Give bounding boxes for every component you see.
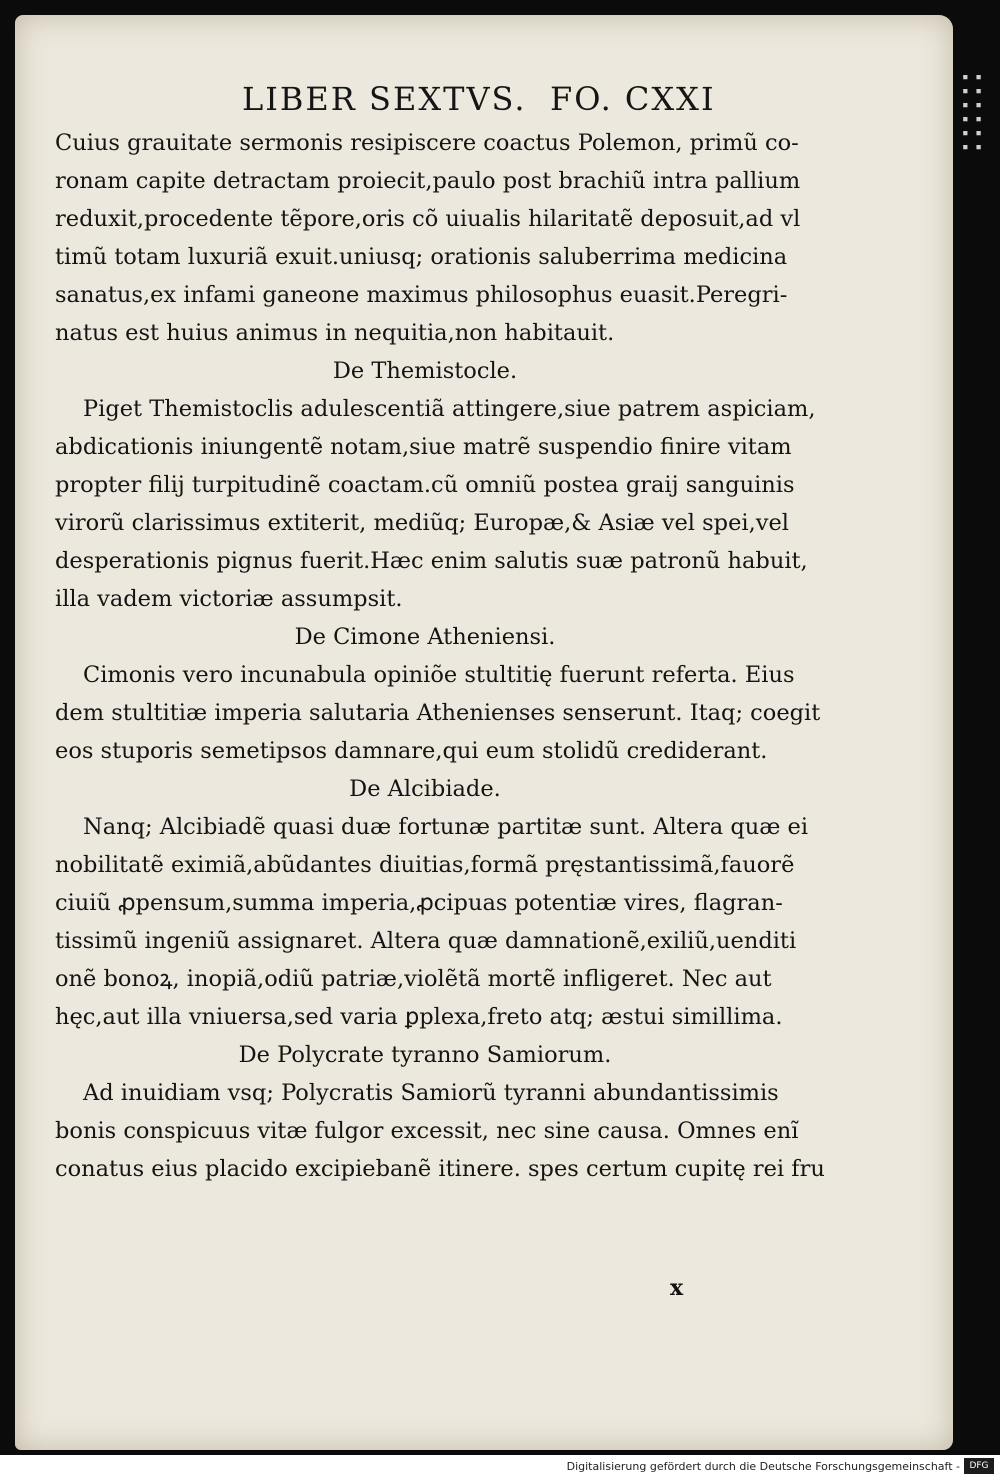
text-line: natus est huius animus in nequitia,non habitauit. <box>55 320 615 346</box>
edge-marks: ▪ ▪ ▪ ▪ ▪ ▪ ▪ ▪ ▪ ▪ ▪ ▪ <box>962 70 982 153</box>
text-line: dem stultitiæ imperia salutaria Athenienses senserunt. Itaq; coegit <box>55 700 821 726</box>
text-line: conatus eius placido excipiebanẽ itinere. spes certum cupitę rei fru <box>55 1156 825 1182</box>
text-line: propter filij turpitudinẽ coactam.cũ omniũ postea graij sanguinis <box>55 472 795 498</box>
text-line: reduxit,procedente tẽpore,oris cõ uiualis hilaritatẽ deposuit,ad vl <box>55 206 801 232</box>
dfg-logo: DFG <box>964 1458 994 1474</box>
digitization-credit: Digitalisierung gefördert durch die Deutsche Forschungsgemeinschaft - <box>566 1460 960 1473</box>
footer-bar <box>0 1455 1000 1479</box>
text-line: tissimũ ingeniũ assignaret. Altera quæ damnationẽ,exiliũ,uenditi <box>55 928 797 954</box>
text-line: eos stuporis semetipsos damnare,qui eum stolidũ crediderant. <box>55 738 768 764</box>
text-line: abdicationis iniungentẽ notam,siue matrẽ suspendio finire vitam <box>55 434 792 460</box>
text-line: ciuiũ ꝓpensum,summa imperia,ꝓcipuas potentiæ vires, flagran- <box>55 890 783 916</box>
text-line: ronam capite detractam proiecit,paulo post brachiũ intra pallium <box>55 168 801 194</box>
section-heading: De Polycrate tyranno Samiorum. <box>238 1042 612 1068</box>
text-line: Piget Themistoclis adulescentiã attingere,siue patrem aspiciam, <box>83 396 816 422</box>
text-line: Cimonis vero incunabula opiniõe stultitię fuerunt referta. Eius <box>83 662 795 688</box>
catchword: x <box>670 1275 684 1301</box>
running-title: LIBER SEXTVS. <box>242 80 527 118</box>
text-line: Ad inuidiam vsq; Polycratis Samiorũ tyranni abundantissimis <box>83 1080 779 1106</box>
section-heading: De Themistocle. <box>332 358 518 384</box>
section-heading: De Cimone Atheniensi. <box>294 624 556 650</box>
text-line: desperationis pignus fuerit.Hæc enim salutis suæ patronũ habuit, <box>55 548 808 574</box>
body-text <box>55 124 825 1188</box>
text-line: virorũ clarissimus extiterit, mediũq; Europæ,& Asiæ vel spei,vel <box>55 510 789 536</box>
text-line: hęc,aut illa vniuersa,sed varia ꝑplexa,freto atq; æstui simillima. <box>55 1004 783 1030</box>
text-line: nobilitatẽ eximiã,abũdantes diuitias,formã pręstantissimã,fauorẽ <box>55 852 795 878</box>
text-line: Nanq; Alcibiadẽ quasi duæ fortunæ partitæ sunt. Altera quæ ei <box>83 814 809 840</box>
text-line: timũ totam luxuriã exuit.uniusq; orationis saluberrima medicina <box>55 244 788 270</box>
text-line: sanatus,ex infami ganeone maximus philosophus euasit.Peregri- <box>55 282 788 308</box>
folio-number: FO. CXXI <box>550 80 716 118</box>
text-line: bonis conspicuus vitæ fulgor excessit, nec sine causa. Omnes enĩ <box>55 1118 799 1144</box>
section-heading: De Alcibiade. <box>349 776 501 802</box>
text-line: illa vadem victoriæ assumpsit. <box>55 586 403 612</box>
text-line: onẽ bonoꝝ, inopiã,odiũ patriæ,violẽtã mortẽ infligeret. Nec aut <box>55 966 772 992</box>
running-header <box>242 80 722 124</box>
text-line: Cuius grauitate sermonis resipiscere coactus Polemon, primũ co- <box>55 130 799 156</box>
